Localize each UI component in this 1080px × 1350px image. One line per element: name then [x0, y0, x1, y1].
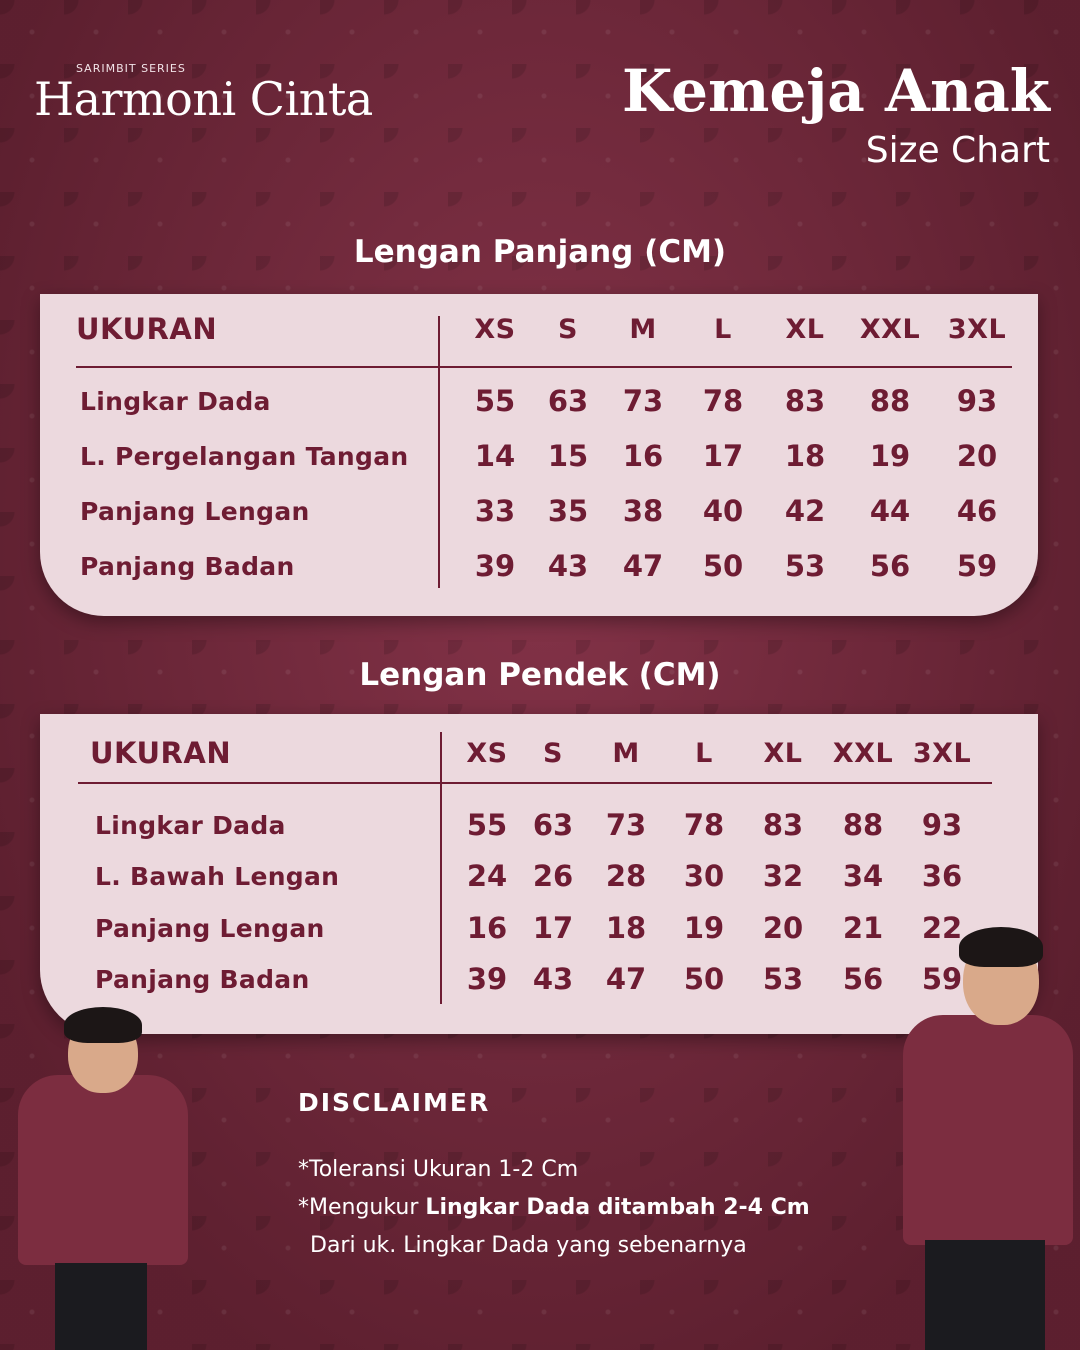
brand-logo [34, 62, 373, 126]
size-value: 59 [921, 962, 963, 996]
size-value: 63 [532, 808, 574, 842]
size-value: 19 [683, 911, 725, 945]
row-label: Lingkar Dada [80, 387, 271, 416]
page-header [622, 58, 1050, 172]
size-value: 43 [547, 549, 589, 583]
column-divider [440, 732, 442, 1004]
row-label: L. Pergelangan Tangan [80, 442, 409, 471]
size-value: 47 [605, 962, 647, 996]
row-label: Panjang Lengan [95, 914, 325, 943]
size-table-short-sleeve [40, 714, 1038, 1034]
size-value: 83 [784, 384, 826, 418]
size-value: 36 [921, 859, 963, 893]
row-label: Lingkar Dada [95, 811, 286, 840]
size-value: 73 [605, 808, 647, 842]
size-header: XL [763, 738, 803, 769]
page-title: Kemeja Anak [621, 57, 1050, 125]
size-header: L [714, 314, 732, 345]
size-value: 24 [466, 859, 508, 893]
size-value: 22 [921, 911, 963, 945]
size-value: 46 [956, 494, 998, 528]
disclaimer-line-3: Dari uk. Lingkar Dada yang sebenarnya [310, 1233, 747, 1258]
size-value: 53 [784, 549, 826, 583]
disclaimer [298, 1088, 810, 1265]
size-value: 93 [921, 808, 963, 842]
size-value: 53 [762, 962, 804, 996]
size-value: 50 [683, 962, 725, 996]
size-value: 18 [784, 439, 826, 473]
size-value: 19 [869, 439, 911, 473]
size-value: 17 [702, 439, 744, 473]
column-divider [438, 316, 440, 588]
size-value: 17 [532, 911, 574, 945]
disclaimer-title: DISCLAIMER [298, 1088, 491, 1117]
child-model-short-sleeve-image [10, 1005, 195, 1350]
table-title-short-sleeve: Lengan Pendek (CM) [359, 657, 721, 693]
size-header: XS [474, 314, 516, 345]
size-header: XXL [832, 738, 894, 769]
brand-name: Harmoni Cinta [34, 72, 373, 126]
size-value: 42 [784, 494, 826, 528]
size-value: 83 [762, 808, 804, 842]
size-value: 47 [622, 549, 664, 583]
size-value: 30 [683, 859, 725, 893]
size-value: 15 [547, 439, 589, 473]
size-value: 39 [474, 549, 516, 583]
size-value: 56 [842, 962, 884, 996]
size-value: 78 [683, 808, 725, 842]
disclaimer-line-1: *Toleransi Ukuran 1-2 Cm [298, 1157, 579, 1182]
size-value: 93 [956, 384, 998, 418]
size-value: 14 [474, 439, 516, 473]
row-label: L. Bawah Lengan [95, 862, 340, 891]
size-value: 55 [466, 808, 508, 842]
size-header: M [629, 314, 657, 345]
size-value: 43 [532, 962, 574, 996]
header-label: UKURAN [76, 312, 218, 346]
size-value: 50 [702, 549, 744, 583]
size-header: S [558, 314, 578, 345]
brand-series: SARIMBIT SERIES [76, 62, 186, 75]
size-value: 33 [474, 494, 516, 528]
size-value: 88 [869, 384, 911, 418]
size-value: 56 [869, 549, 911, 583]
disclaimer-line-2 [298, 1189, 810, 1227]
row-label: Panjang Badan [80, 552, 295, 581]
size-value: 16 [622, 439, 664, 473]
size-header: L [695, 738, 713, 769]
size-value: 34 [842, 859, 884, 893]
size-value: 16 [466, 911, 508, 945]
size-header: XL [785, 314, 825, 345]
row-label: Panjang Lengan [80, 497, 310, 526]
size-header: 3XL [912, 738, 972, 769]
size-value: 78 [702, 384, 744, 418]
header-divider [78, 782, 992, 784]
table-title-long-sleeve: Lengan Panjang (CM) [353, 234, 727, 270]
size-table-long-sleeve [40, 294, 1038, 616]
size-header: XS [466, 738, 508, 769]
size-value: 88 [842, 808, 884, 842]
size-value: 40 [702, 494, 744, 528]
size-value: 35 [547, 494, 589, 528]
size-value: 18 [605, 911, 647, 945]
page-subtitle: Size Chart [865, 130, 1050, 171]
size-value: 55 [474, 384, 516, 418]
size-value: 20 [956, 439, 998, 473]
size-value: 20 [762, 911, 804, 945]
header-divider [76, 366, 1012, 368]
size-header: M [612, 738, 640, 769]
size-value: 28 [605, 859, 647, 893]
disclaimer-line-2-prefix: *Mengukur [298, 1195, 426, 1220]
size-header: S [543, 738, 563, 769]
size-value: 39 [466, 962, 508, 996]
size-header: XXL [859, 314, 921, 345]
size-value: 21 [842, 911, 884, 945]
size-value: 38 [622, 494, 664, 528]
size-header: 3XL [947, 314, 1007, 345]
child-model-long-sleeve-image [895, 925, 1080, 1350]
size-value: 44 [869, 494, 911, 528]
size-value: 63 [547, 384, 589, 418]
header-label: UKURAN [90, 736, 232, 770]
disclaimer-line-2-bold: Lingkar Dada ditambah 2-4 Cm [425, 1195, 810, 1220]
row-label: Panjang Badan [95, 965, 310, 994]
size-value: 26 [532, 859, 574, 893]
size-value: 59 [956, 549, 998, 583]
size-value: 73 [622, 384, 664, 418]
size-value: 32 [762, 859, 804, 893]
